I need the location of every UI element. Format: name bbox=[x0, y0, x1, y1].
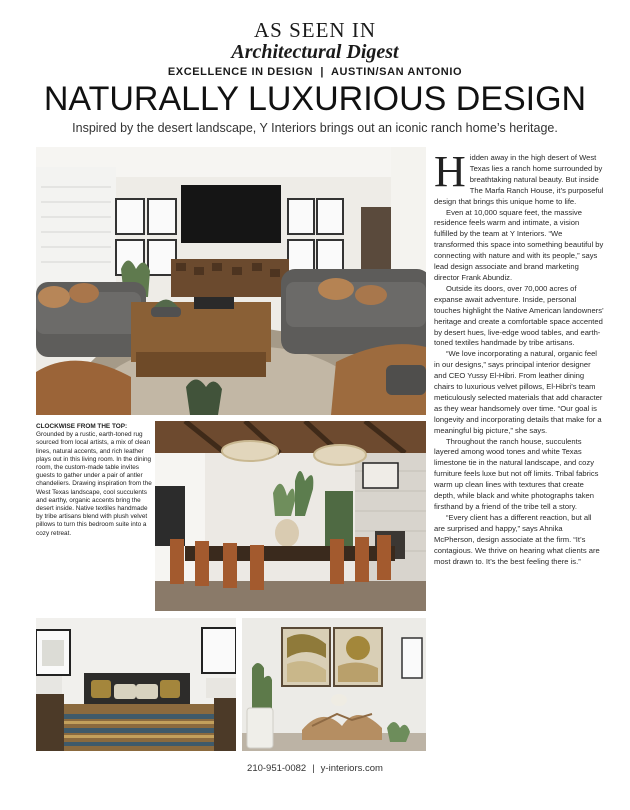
photo-caption bbox=[36, 423, 152, 538]
footer-separator: | bbox=[312, 763, 315, 774]
article-body bbox=[434, 147, 604, 567]
caption-text: Grounded by a rustic, earth-toned rug sourced from local artists, a mix of clean lines, natural accents, and rich leather plays out in this living room. In the dining room, the custom-made table invites guests to gather under a pair of antler chandeliers. Drawing inspiration from the West Texas landscape, cool succulents and earthy, organic accents bring the desert inside. Native textiles handmade by tribe artisans blend with plush velvet pillows to turn this bedroom suite into a cozy retreat. bbox=[36, 431, 152, 537]
dining-room-photo bbox=[155, 421, 426, 611]
magazine-name: Architectural Digest bbox=[231, 41, 399, 63]
article-paragraph: Outside its doors, over 70,000 acres of expanse await adventure. Inside, personal touches highlight the Native American landowners’ heritage and create a comfortable space accented by desert hues, live-edge wood tables, and earth-toned textiles handmade by tribe artisans. bbox=[434, 283, 604, 348]
as-seen-in-label: AS SEEN IN bbox=[253, 18, 376, 42]
bedroom-photo bbox=[36, 618, 236, 751]
phone-number[interactable]: 210-951-0082 bbox=[247, 763, 307, 774]
drop-cap: H bbox=[434, 147, 466, 196]
living-room-photo bbox=[36, 147, 426, 415]
page-title: NATURALLY LUXURIOUS DESIGN bbox=[43, 80, 587, 118]
article-deck: Inspired by the desert landscape, Y Interiors brings out an iconic ranch home’s heritage. bbox=[72, 121, 558, 135]
footer-contact bbox=[0, 763, 630, 774]
succulent-art-photo bbox=[242, 618, 426, 751]
caption-label: CLOCKWISE FROM THE TOP: bbox=[36, 423, 128, 430]
article-paragraph: Throughout the ranch house, succulents layered among wood tones and white Texas limestone tie in the natural landscape, and cozy furniture feels luxe but not off limits. Tribal fabrics warm up clean lines with textures that create depth, while black and white photographs taken firsthand by a friend of the tribe tell a story. bbox=[434, 436, 599, 511]
website-link[interactable]: y-interiors.com bbox=[320, 763, 383, 774]
paragraph-text: idden away in the high desert of West Texas lies a ranch home surrounded by breathtaking natural beauty. But inside The Marfa Ranch House, it’s purposeful design that brings this unique home to life. bbox=[434, 153, 604, 206]
article-paragraph: “We love incorporating a natural, organic feel in our designs,” says principal interior designer and CEO Yussy El-Hibri. From leather dining chairs to luxurious velvet pillows, El-Hibri’s team meticulously selected materials that add character as they wear handsomely over time. “Our goal is longevity and incorporating details that make for a meaningful big picture,” she says. bbox=[434, 349, 603, 435]
article-paragraph bbox=[434, 147, 604, 208]
section-subhead: EXCELLENCE IN DESIGN | AUSTIN/SAN ANTONIO bbox=[167, 66, 463, 78]
article-paragraph: “Every client has a different reaction, but all are surprised and happy,” says Ahnika McPherson, design associate at the firm. “It’s contagious. We thrive on hearing what clients are most drawn to. It’s the best feeling there is.” bbox=[434, 512, 600, 566]
article-paragraph: Even at 10,000 square feet, the massive residence feels warm and intimate, a vision fulfilled by the team at Y Interiors. “We transformed this space into something beautiful by connecting with nature and with its people,” says lead design associate and brand marketing director Frank Abundiz. bbox=[434, 207, 604, 282]
